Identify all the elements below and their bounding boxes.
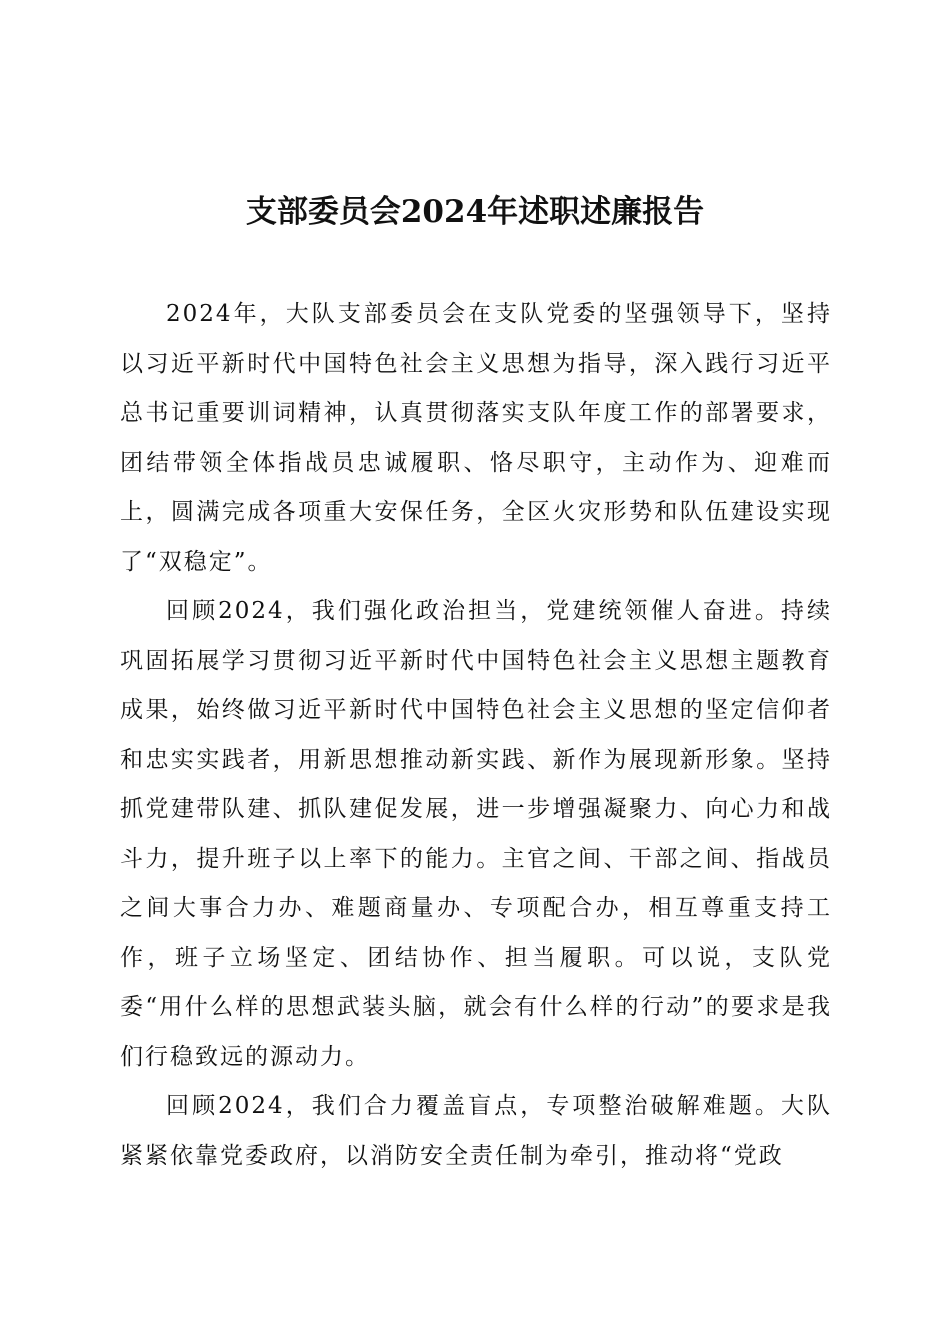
paragraph-intro: 2024年，大队支部委员会在支队党委的坚强领导下，坚持以习近平新时代中国特色社会主义思想为指导，深入践行习近平总书记重要训词精神，认真贯彻落实支队年度工作的部署要求，团结带领全体指战员忠诚履职、恪尽职守，主动作为、迎难而上，圆满完成各项重大安保任务，全区火灾形势和队伍建设实现了“双稳定”。 (120, 301, 832, 575)
paragraph-rectification: 回顾2024，我们合力覆盖盲点，专项整治破解难题。大队紧紧依靠党委政府，以消防安全责任制为牵引，推动将“党政 (120, 1093, 832, 1169)
document-body (120, 290, 832, 1181)
paragraph-political: 回顾2024，我们强化政治担当，党建统领催人奋进。持续巩固拓展学习贯彻习近平新时代中国特色社会主义思想主题教育成果，始终做习近平新时代中国特色社会主义思想的坚定信仰者和忠实实践者，用新思想推动新实践、新作为展现新形象。坚持抓党建带队建、抓队建促发展，进一步增强凝聚力、向心力和战斗力，提升班子以上率下的能力。主官之间、干部之间、指战员之间大事合力办、难题商量办、专项配合办，相互尊重支持工作，班子立场坚定、团结协作、担当履职。可以说，支队党委“用什么样的思想武装头脑，就会有什么样的行动”的要求是我们行稳致远的源动力。 (120, 598, 832, 1070)
document-title: 支部委员会2024年述职述廉报告 (245, 194, 705, 230)
